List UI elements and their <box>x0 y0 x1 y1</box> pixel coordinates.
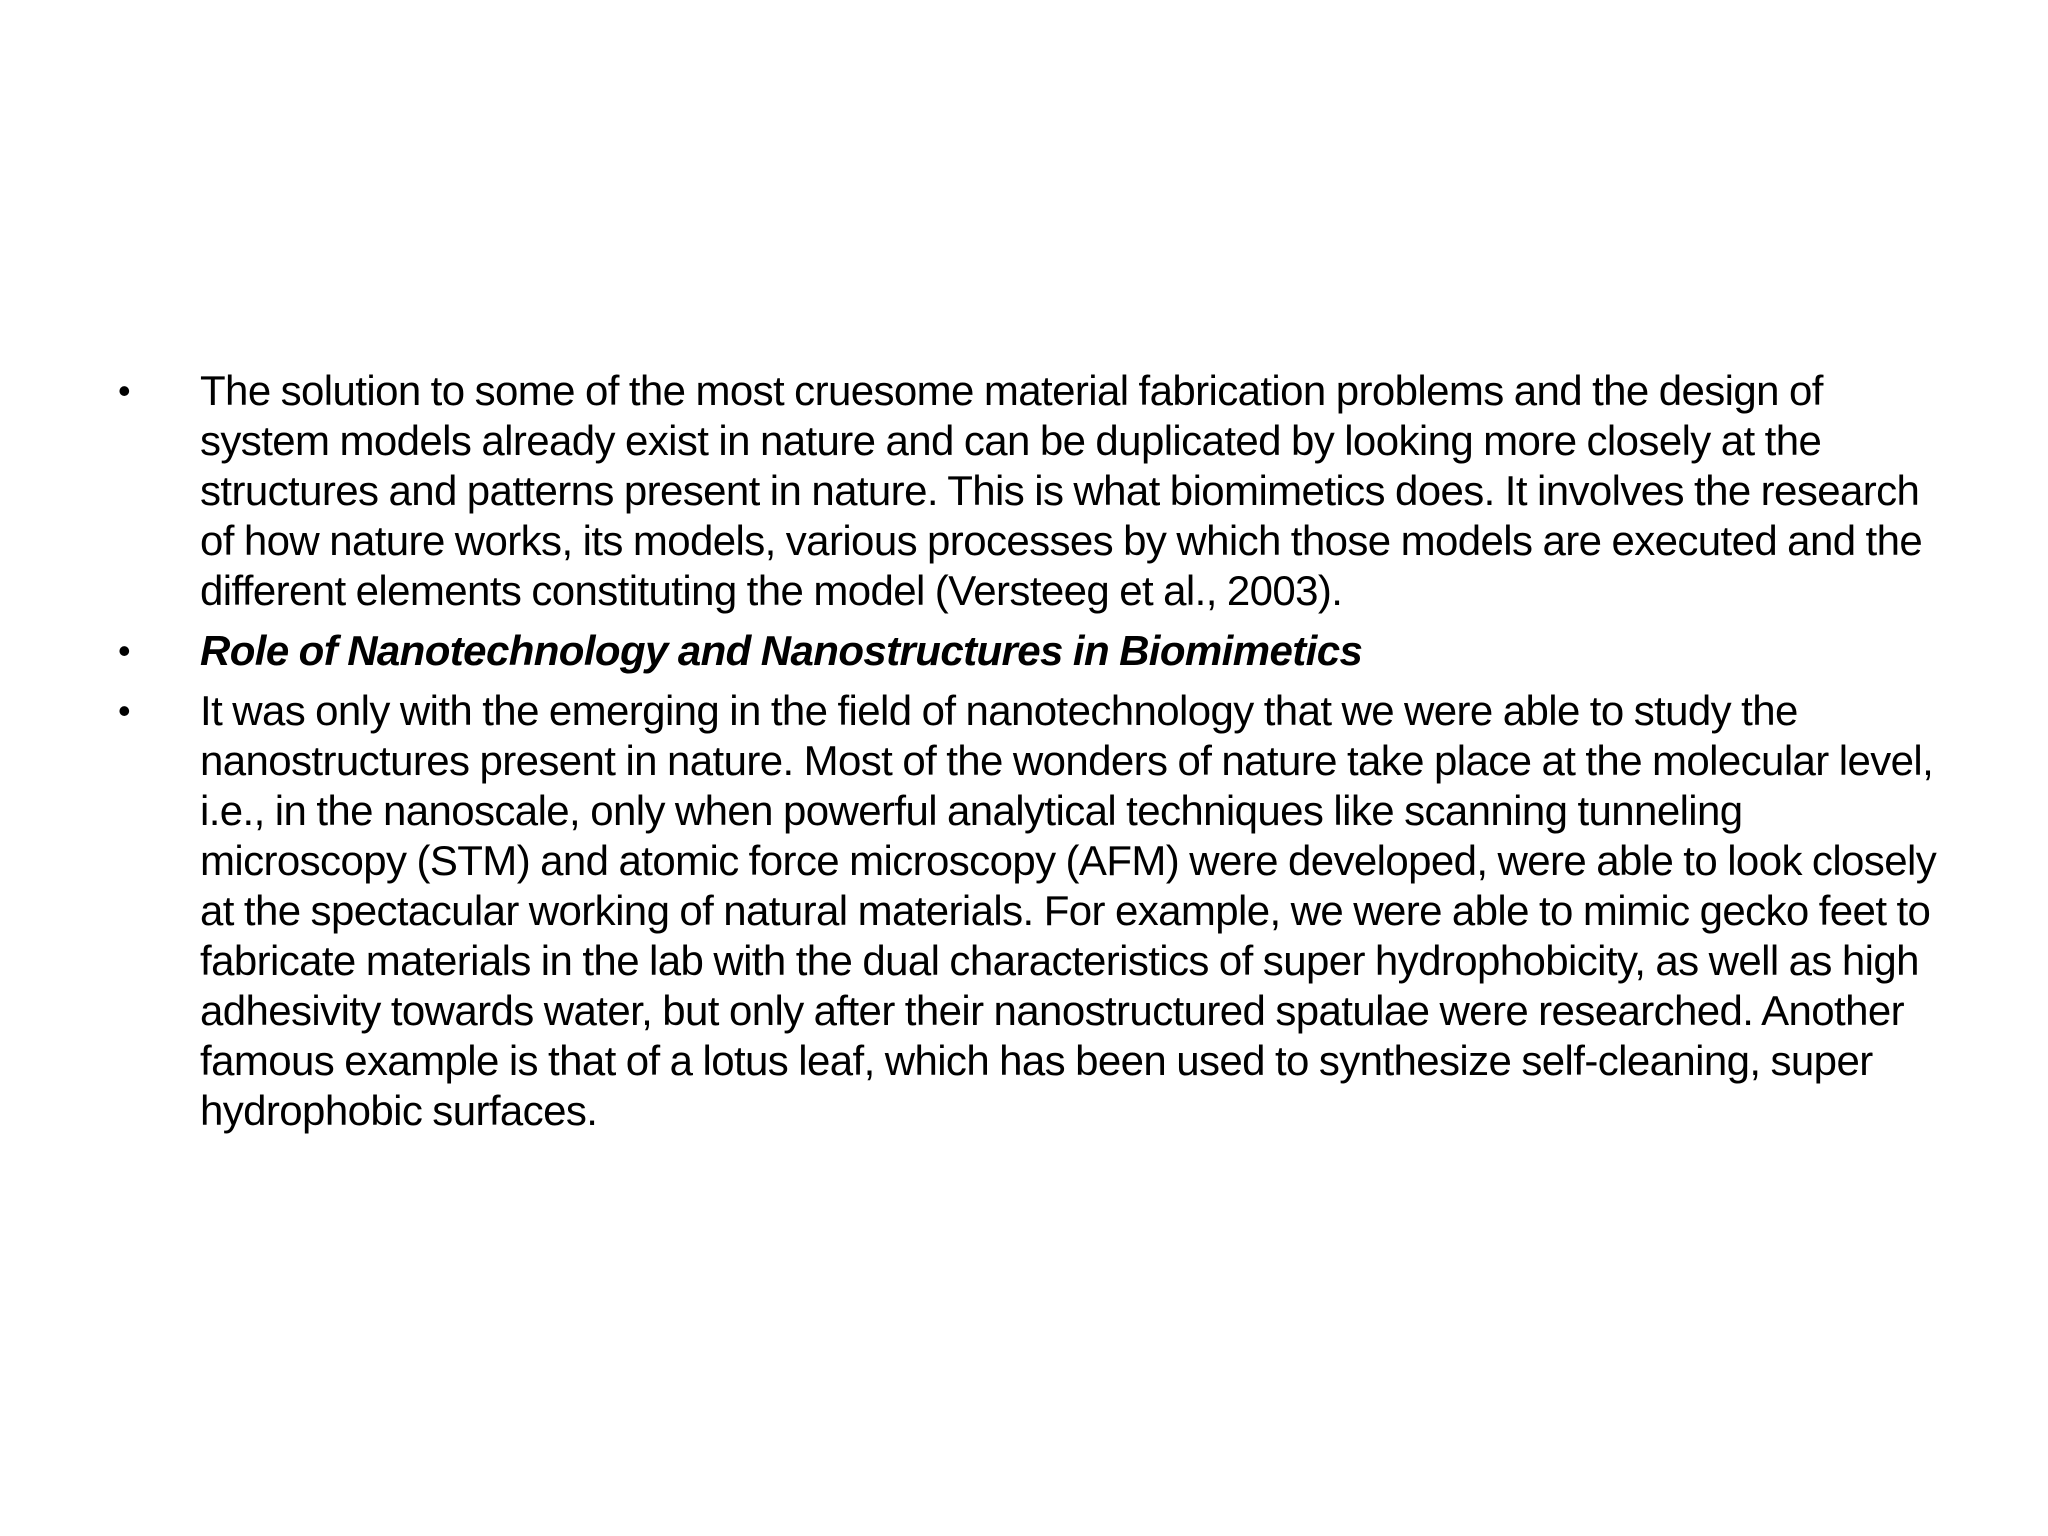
bullet-item-nanotechnology <box>118 686 1958 1136</box>
bullet-text: It was only with the emerging in the field of nanotechnology that we were able to study the nanostructures present in nature. Most of the wonders of nature take place at the molecular level, i.e., in the nanoscale, only when powerful analytical techniques like scanning tunneling microscopy (STM) and atomic force microscopy (AFM) were developed, were able to look closely at the spectacular working of natural materials. For example, we were able to mimic gecko feet to fabricate materials in the lab with the dual characteristics of super hydrophobicity, as well as high adhesivity towards water, but only after their nanostructured spatulae were researched. Another famous example is that of a lotus leaf, which has been used to synthesize self-cleaning, super hydrophobic surfaces. <box>200 687 1937 1134</box>
bullet-icon: • <box>118 690 131 731</box>
bullet-text: The solution to some of the most cruesome material fabrication problems and the design of system models already exist in nature and can be duplicated by looking more closely at the structures and patterns present in nature. This is what biomimetics does. It involves the research of how nature works, its models, various processes by which those models are executed and the different elements constituting the model (Versteeg et al., 2003). <box>200 367 1923 614</box>
bullet-item-section-heading <box>118 626 1958 676</box>
bullet-icon: • <box>118 370 131 411</box>
bullet-item-biomimetics-intro <box>118 366 1958 616</box>
section-heading: Role of Nanotechnology and Nanostructures in Biomimetics <box>200 627 1363 674</box>
bullet-icon: • <box>118 630 131 671</box>
bullet-list <box>118 366 1958 1146</box>
